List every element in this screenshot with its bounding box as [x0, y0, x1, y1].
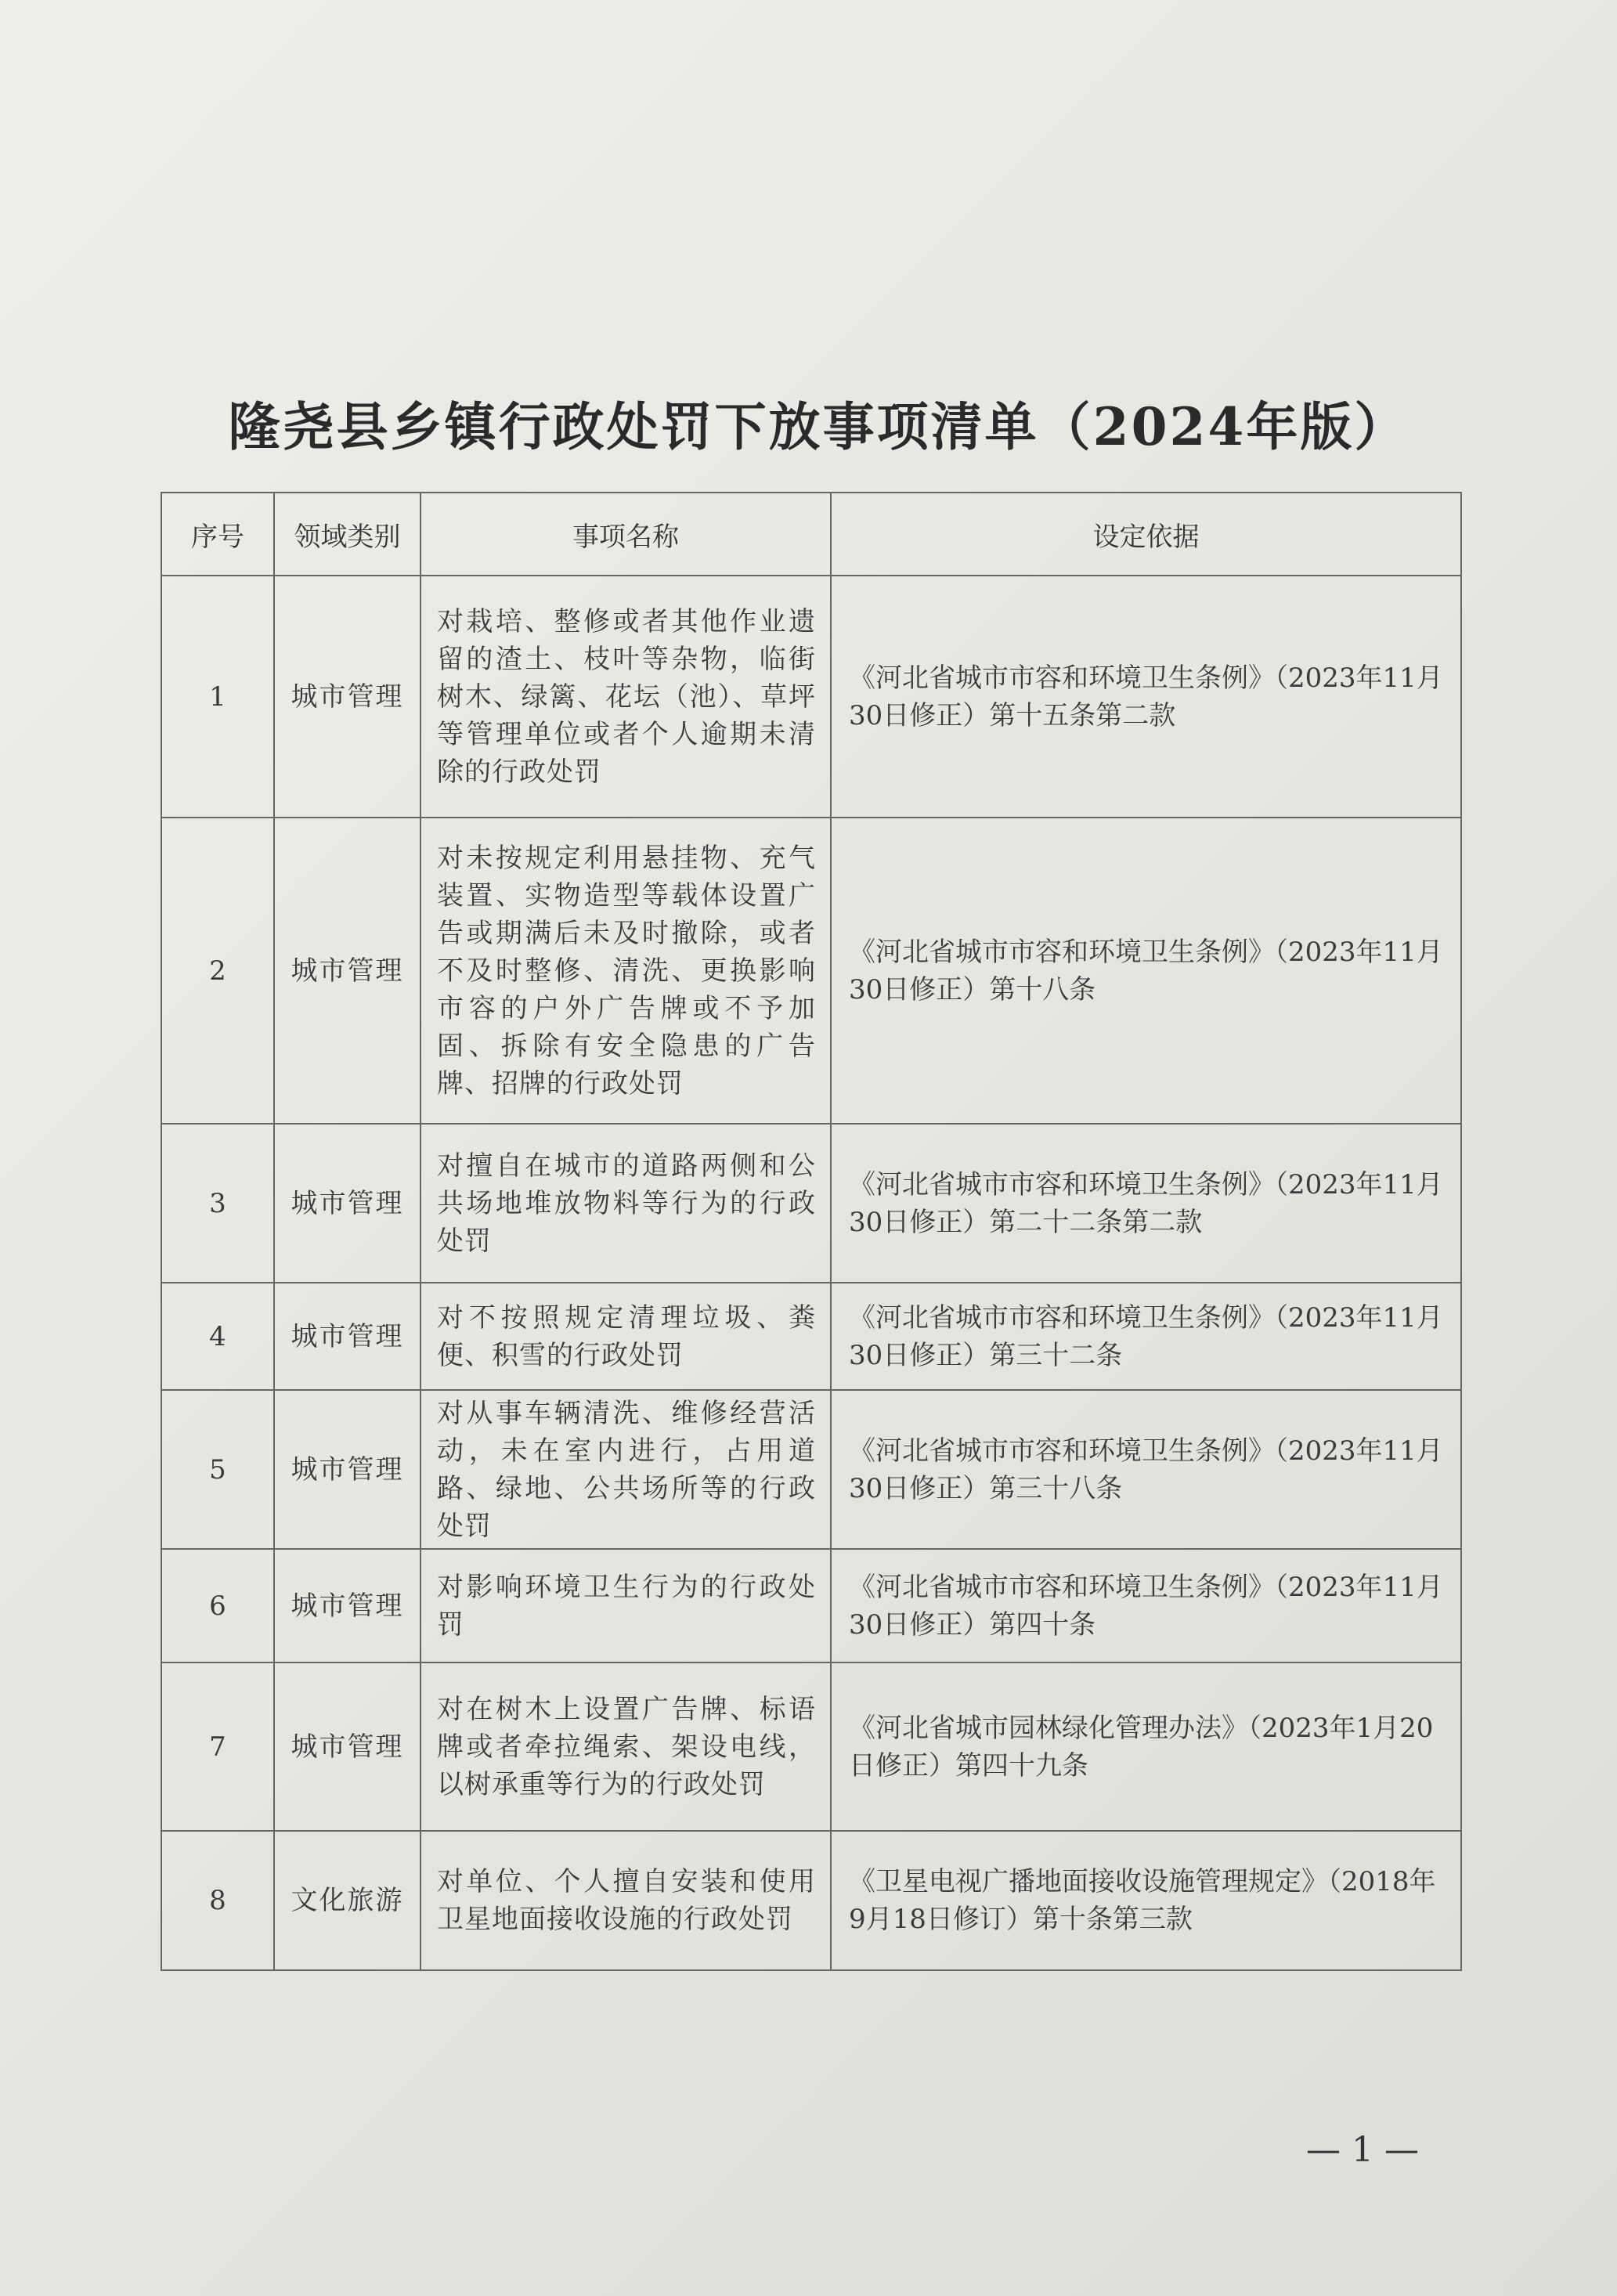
row-category: 城市管理: [274, 818, 420, 1124]
table-row: [161, 1390, 1461, 1549]
row-serial-number: 4: [161, 1283, 274, 1390]
row-serial-number: 8: [161, 1831, 274, 1970]
row-category: 城市管理: [274, 1124, 420, 1283]
header-category: 领域类别: [274, 493, 420, 576]
row-serial-number: 7: [161, 1662, 274, 1831]
page-number: — 1 —: [1306, 2130, 1419, 2170]
row-legal-basis: 《河北省城市市容和环境卫生条例》（2023年11月30日修正）第二十二条第二款: [831, 1124, 1461, 1283]
row-legal-basis: 《河北省城市园林绿化管理办法》（2023年1月20日修正）第四十九条: [831, 1662, 1461, 1831]
header-legal-basis: 设定依据: [831, 493, 1461, 576]
row-legal-basis: 《河北省城市市容和环境卫生条例》（2023年11月30日修正）第四十条: [831, 1549, 1461, 1662]
row-legal-basis: 《河北省城市市容和环境卫生条例》（2023年11月30日修正）第三十二条: [831, 1283, 1461, 1390]
row-serial-number: 6: [161, 1549, 274, 1662]
row-category: 城市管理: [274, 1390, 420, 1549]
row-item-name: 对未按规定利用悬挂物、充气装置、实物造型等载体设置广告或期满后未及时撤除，或者不及时整修、清洗、更换影响市容的户外广告牌或不予加固、拆除有安全隐患的广告牌、招牌的行政处罚: [420, 818, 831, 1124]
table-row: [161, 1662, 1461, 1831]
header-serial-number: 序号: [161, 493, 274, 576]
table-row: [161, 1124, 1461, 1283]
table-header-row: [161, 493, 1461, 576]
row-category: 城市管理: [274, 1549, 420, 1662]
row-legal-basis: 《河北省城市市容和环境卫生条例》（2023年11月30日修正）第十八条: [831, 818, 1461, 1124]
row-legal-basis: 《河北省城市市容和环境卫生条例》（2023年11月30日修正）第三十八条: [831, 1390, 1461, 1549]
table-row: [161, 576, 1461, 818]
row-category: 城市管理: [274, 1662, 420, 1831]
row-serial-number: 2: [161, 818, 274, 1124]
row-item-name: 对擅自在城市的道路两侧和公共场地堆放物料等行为的行政处罚: [420, 1124, 831, 1283]
row-item-name: 对在树木上设置广告牌、标语牌或者牵拉绳索、架设电线，以树承重等行为的行政处罚: [420, 1662, 831, 1831]
table-row: [161, 1283, 1461, 1390]
penalty-items-table: [161, 492, 1462, 1971]
row-category: 城市管理: [274, 1283, 420, 1390]
row-legal-basis: 《卫星电视广播地面接收设施管理规定》（2018年9月18日修订）第十条第三款: [831, 1831, 1461, 1970]
row-category: 文化旅游: [274, 1831, 420, 1970]
table-row: [161, 818, 1461, 1124]
table-row: [161, 1831, 1461, 1970]
row-item-name: 对单位、个人擅自安装和使用卫星地面接收设施的行政处罚: [420, 1831, 831, 1970]
row-serial-number: 5: [161, 1390, 274, 1549]
document-title: 隆尧县乡镇行政处罚下放事项清单（2024年版）: [228, 396, 1409, 457]
row-category: 城市管理: [274, 576, 420, 818]
row-item-name: 对不按照规定清理垃圾、粪便、积雪的行政处罚: [420, 1283, 831, 1390]
row-item-name: 对从事车辆清洗、维修经营活动，未在室内进行，占用道路、绿地、公共场所等的行政处罚: [420, 1390, 831, 1549]
row-serial-number: 1: [161, 576, 274, 818]
row-item-name: 对栽培、整修或者其他作业遗留的渣土、枝叶等杂物，临街树木、绿篱、花坛（池）、草坪等管理单位或者个人逾期未清除的行政处罚: [420, 576, 831, 818]
row-serial-number: 3: [161, 1124, 274, 1283]
header-item-name: 事项名称: [420, 493, 831, 576]
row-legal-basis: 《河北省城市市容和环境卫生条例》（2023年11月30日修正）第十五条第二款: [831, 576, 1461, 818]
row-item-name: 对影响环境卫生行为的行政处罚: [420, 1549, 831, 1662]
table-row: [161, 1549, 1461, 1662]
